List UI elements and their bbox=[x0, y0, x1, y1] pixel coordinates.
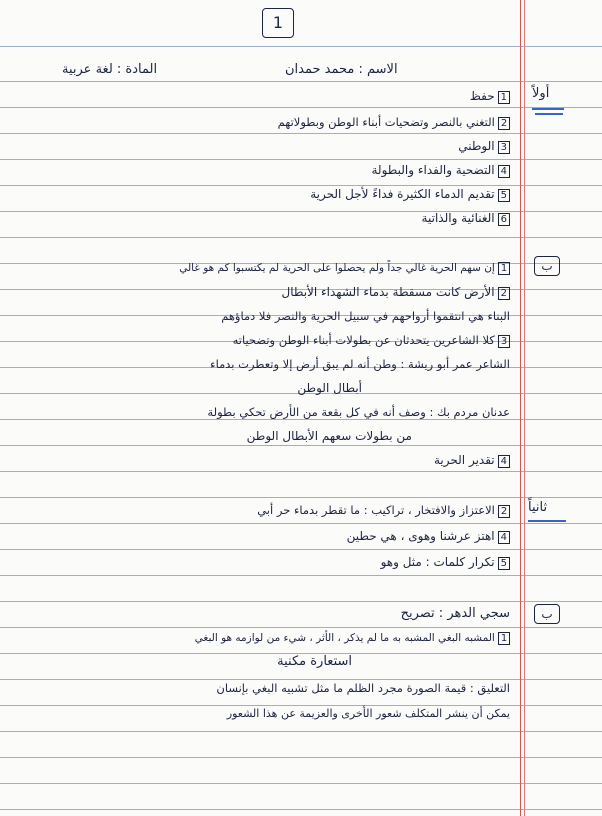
answer-text: الأرض كانت مسقطة بدماء الشهداء الأبطال bbox=[281, 285, 495, 299]
answer-line bbox=[221, 308, 510, 324]
item-number: 2 bbox=[498, 505, 510, 518]
rule-line bbox=[0, 185, 602, 186]
answer-text: استعارة مكنية bbox=[277, 654, 352, 669]
section-label: ب bbox=[534, 604, 560, 624]
answer-line bbox=[210, 356, 510, 372]
rule-line bbox=[0, 445, 602, 446]
item-number: 1 bbox=[498, 91, 510, 104]
rule-line bbox=[0, 809, 602, 810]
answer-line bbox=[372, 162, 511, 178]
answer-line bbox=[277, 654, 352, 670]
rule-line bbox=[0, 601, 602, 602]
margin-line bbox=[524, 0, 525, 816]
rule-line bbox=[0, 523, 602, 524]
answer-line bbox=[247, 428, 412, 444]
rule-line bbox=[0, 46, 602, 47]
answer-text: التعليق : قيمة الصورة مجرد الظلم ما مثل تشبيه البغي بإنسان bbox=[216, 681, 510, 695]
answer-line bbox=[216, 680, 510, 696]
answer-line bbox=[401, 606, 510, 622]
rule-line bbox=[0, 107, 602, 108]
answer-text: اهتز عرشنا وهوى ، هي حطين bbox=[346, 529, 495, 543]
item-number: 2 bbox=[498, 287, 510, 300]
answer-text: الاعتزاز والافتخار ، تراكيب : ما تقطر بدماء حر أبي bbox=[257, 503, 495, 517]
answer-text: تقديم الدماء الكثيرة فداءً لأجل الحرية bbox=[310, 187, 495, 201]
item-number: 2 bbox=[498, 117, 510, 130]
answer-text: تقدير الحرية bbox=[434, 453, 495, 467]
answer-line bbox=[434, 452, 510, 468]
answer-line bbox=[281, 284, 510, 300]
rule-line bbox=[0, 575, 602, 576]
rule-line bbox=[0, 237, 602, 238]
rule-line bbox=[0, 159, 602, 160]
answer-text: إن سهم الحرية غالي جداً ولم يحصلوا على الحرية لم يكتسبوا كم هو غالي bbox=[179, 262, 495, 274]
rule-line bbox=[0, 133, 602, 134]
rule-line bbox=[0, 497, 602, 498]
section-label: ثانياً bbox=[528, 500, 548, 515]
answer-line bbox=[227, 706, 510, 722]
student-name: الاسم : محمد حمدان bbox=[285, 62, 398, 77]
answer-line bbox=[195, 630, 510, 646]
answer-line bbox=[233, 332, 510, 348]
section-underline bbox=[528, 520, 566, 522]
item-number: 1 bbox=[498, 632, 510, 645]
answer-text: حفظ bbox=[469, 89, 495, 103]
answer-line bbox=[297, 380, 362, 396]
answer-text: التضحية والفداء والبطولة bbox=[371, 163, 495, 177]
item-number: 5 bbox=[498, 557, 510, 570]
answer-line bbox=[458, 138, 510, 154]
answer-line bbox=[207, 404, 510, 420]
rule-line bbox=[0, 81, 602, 82]
page-number: 1 bbox=[262, 8, 294, 38]
margin-line bbox=[520, 0, 521, 816]
section-label: ب bbox=[534, 256, 560, 276]
rule-line bbox=[0, 627, 602, 628]
item-number: 4 bbox=[498, 455, 510, 468]
item-number: 4 bbox=[498, 531, 510, 544]
answer-text: الشاعر عمر أبو ريشة : وطن أنه لم يبق أرض إلا وتعطرت بدماء bbox=[210, 357, 510, 371]
rule-line bbox=[0, 549, 602, 550]
answer-line bbox=[278, 114, 510, 130]
section-underline bbox=[532, 108, 564, 110]
subject-name: المادة : لغة عربية bbox=[62, 62, 158, 77]
answer-text: البناء هي انتقموا أرواحهم في سبيل الحرية والنصر فلا دماؤهم bbox=[221, 309, 510, 323]
rule-line bbox=[0, 211, 602, 212]
answer-line bbox=[470, 88, 510, 104]
item-number: 4 bbox=[498, 165, 510, 178]
answer-line bbox=[347, 528, 510, 544]
answer-text: عدنان مردم بك : وصف أنه في كل بقعة من الأرض تحكي بطولة bbox=[207, 405, 510, 419]
rule-line bbox=[0, 471, 602, 472]
answer-line bbox=[257, 502, 510, 518]
answer-line bbox=[422, 210, 510, 226]
item-number: 3 bbox=[498, 335, 510, 348]
item-number: 3 bbox=[498, 141, 510, 154]
item-number: 6 bbox=[498, 213, 510, 226]
answer-text: التغني بالنصر وتضحيات أبناء الوطن وبطولاتهم bbox=[277, 115, 495, 129]
answer-text: كلا الشاعرين يتحدثان عن بطولات أبناء الوطن وتضحياته bbox=[232, 333, 495, 347]
answer-line bbox=[310, 186, 510, 202]
answer-text: أبطال الوطن bbox=[297, 381, 362, 395]
rule-line bbox=[0, 757, 602, 758]
section-underline bbox=[535, 113, 563, 115]
rule-line bbox=[0, 731, 602, 732]
answer-text: المشبه البغي المشبه به ما لم يذكر ، الأثر ، شيء من لوازمه هو البغي bbox=[194, 632, 495, 644]
answer-text: سجي الدهر : تصريح bbox=[400, 606, 510, 621]
answer-text: الغنائية والذاتية bbox=[421, 211, 495, 225]
answer-text: يمكن أن ينشر المتكلف شعور الأخرى والعزيمة عن هذا الشعور bbox=[226, 707, 510, 720]
answer-text: من بطولات سعهم الأبطال الوطن bbox=[246, 429, 412, 443]
section-label: أولاً bbox=[532, 86, 550, 101]
rule-line bbox=[0, 783, 602, 784]
answer-line bbox=[381, 554, 510, 570]
item-number: 1 bbox=[498, 262, 510, 275]
answer-text: تكرار كلمات : مثل وهو bbox=[380, 555, 495, 569]
answer-line bbox=[179, 260, 510, 276]
item-number: 5 bbox=[498, 189, 510, 202]
answer-text: الوطني bbox=[458, 139, 495, 153]
